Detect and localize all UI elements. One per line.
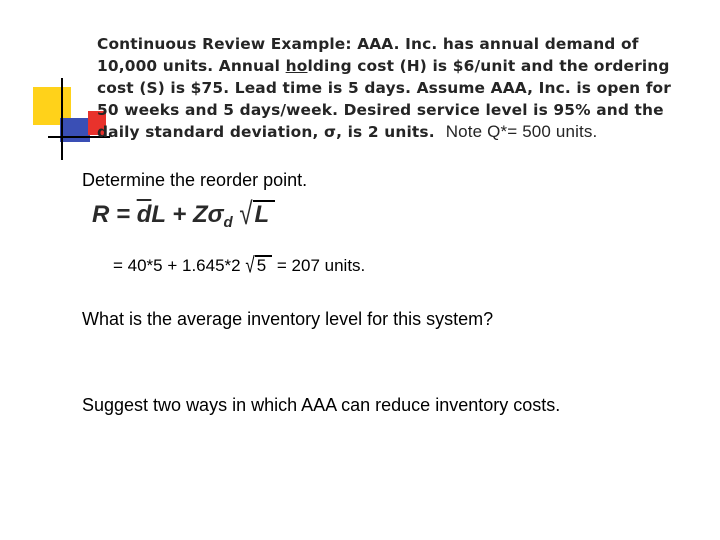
calculation-result: = 207 units. <box>272 256 366 275</box>
formula-terms: L + Zσ <box>151 201 224 228</box>
reorder-point-formula <box>92 196 275 232</box>
calculation-square-root <box>245 255 272 276</box>
standard-deviation-text: daily standard deviation, σ, is 2 units. <box>97 123 435 141</box>
formula-r: R = <box>92 201 137 228</box>
problem-line-3: cost (S) is $75. Lead time is 5 days. Assume AAA, Inc. is open for <box>97 79 672 97</box>
calc-radical-sign: √ <box>245 253 255 278</box>
problem-line-2-end: lding cost (H) is $6/unit and the ordering <box>307 57 670 75</box>
radicand-l: L <box>253 200 276 228</box>
problem-line-4: 50 weeks and 5 days/week. Desired service level is 95% and the <box>97 101 664 119</box>
problem-line-2-start: 10,000 units. Annual <box>97 57 286 75</box>
calculation-start: = 40*5 + 1.645*2 <box>113 256 241 275</box>
question-average-inventory: What is the average inventory level for this system? <box>82 309 494 329</box>
radical-sign: √ <box>239 196 253 232</box>
problem-line-1: Continuous Review Example: AAA. Inc. has annual demand of <box>97 35 639 53</box>
radicand-5: 5 <box>255 255 272 276</box>
decorative-vertical-line <box>61 78 63 160</box>
reorder-point-calculation <box>113 255 365 276</box>
problem-line-5 <box>97 121 707 143</box>
task-heading: Determine the reorder point. <box>82 170 308 190</box>
underlined-text: ho <box>285 57 308 75</box>
note-q-star: Note Q*= 500 units. <box>445 122 598 141</box>
problem-statement <box>97 33 707 143</box>
problem-line-2 <box>97 55 707 77</box>
formula-d-bar: $\overline{d}$ <box>136 201 152 228</box>
question-reduce-costs: Suggest two ways in which AAA can reduce inventory costs. <box>82 395 561 415</box>
formula-square-root <box>239 196 275 232</box>
formula-subscript: d <box>223 214 233 231</box>
decorative-blue-square <box>60 118 90 142</box>
